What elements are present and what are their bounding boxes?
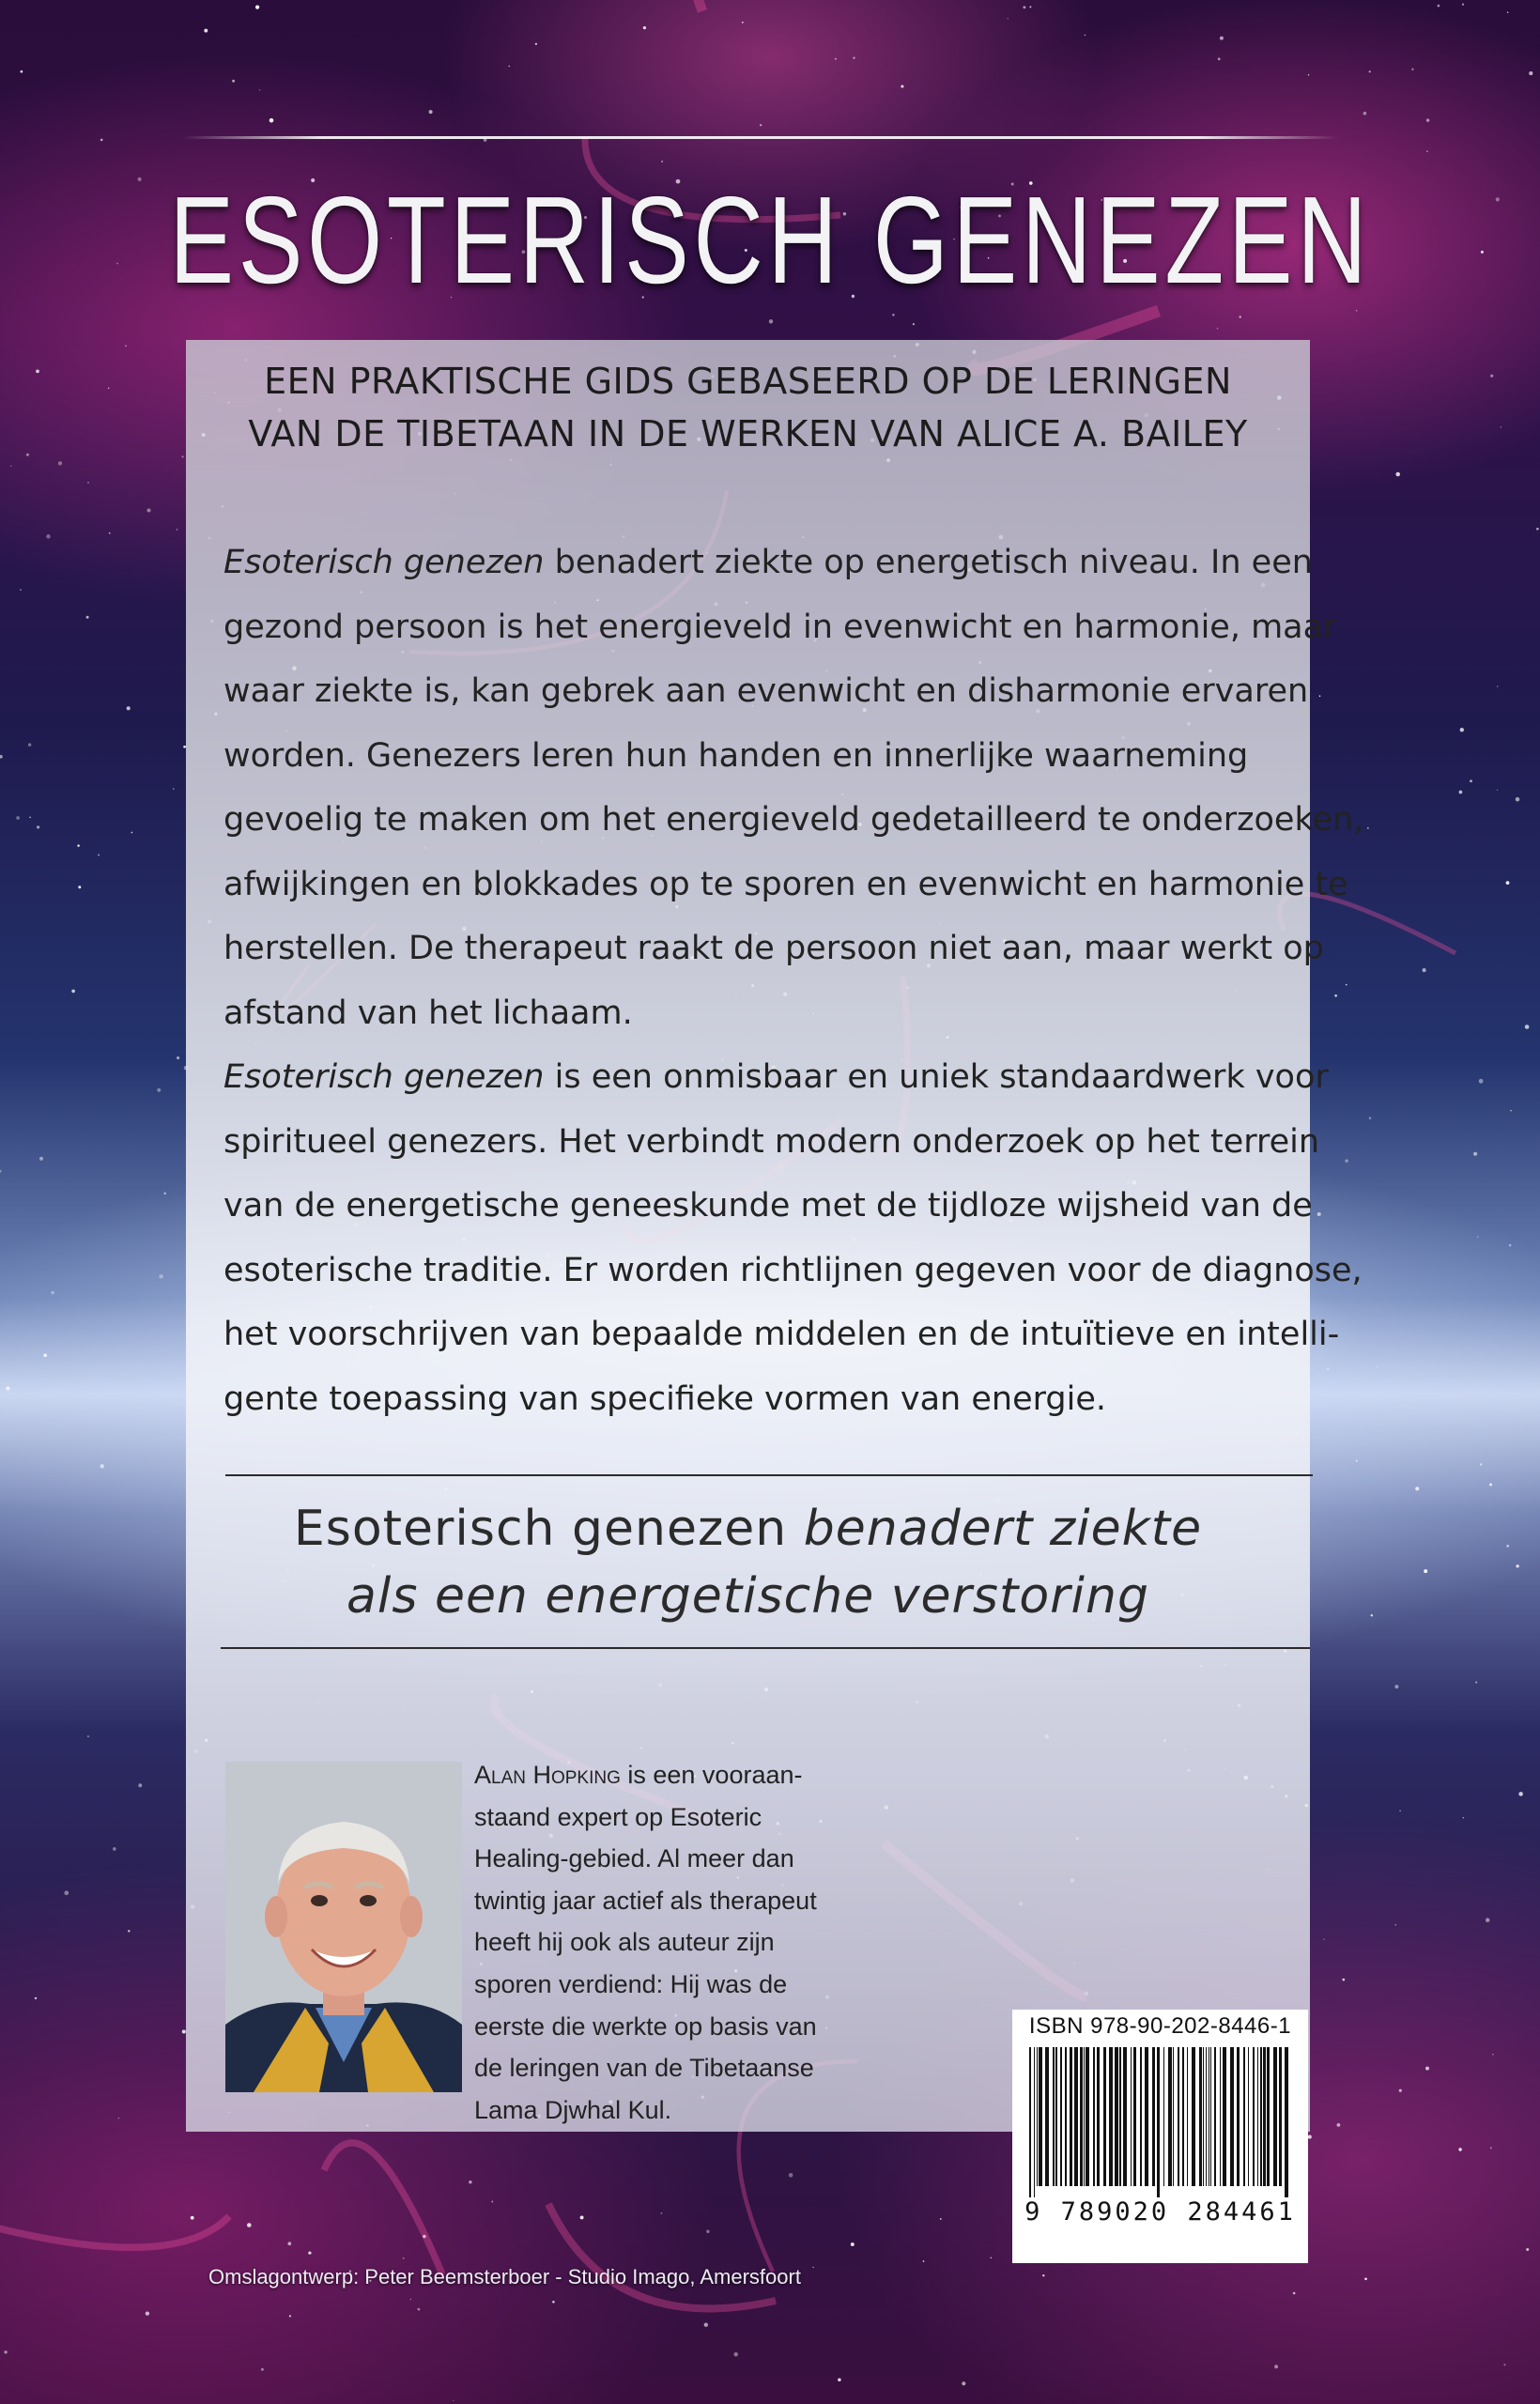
barcode-bar (1103, 2047, 1106, 2186)
star-dot (1516, 1564, 1518, 1567)
star-dot (1323, 1938, 1325, 1940)
barcode-bar (1285, 2047, 1288, 2197)
star-dot (1395, 472, 1400, 477)
star-dot (1364, 2278, 1367, 2281)
star-dot (1426, 118, 1429, 121)
nebula-filament (0, 2211, 229, 2247)
star-dot (1343, 1979, 1346, 1981)
star-dot (1481, 251, 1484, 254)
star-dot (37, 825, 39, 828)
blurb-text-run: is een onmisbaar en uniek standaardwerk voor (544, 1058, 1329, 1096)
star-dot (58, 461, 62, 465)
top-divider-line (183, 136, 1338, 139)
barcode-bar (1119, 2047, 1121, 2186)
nebula-filament (548, 2204, 776, 2308)
blurb-italic-title: Esoterisch genezen (223, 1058, 545, 1096)
blurb-line (223, 531, 1313, 595)
star-dot (1220, 37, 1224, 40)
star-dot (77, 844, 79, 846)
barcode-bar (1093, 2047, 1095, 2186)
star-dot (535, 43, 537, 45)
star-dot (6, 1387, 9, 1391)
nebula-filament (324, 2143, 442, 2274)
star-dot (1042, 2274, 1044, 2276)
star-dot (0, 755, 3, 759)
star-dot (812, 2267, 814, 2269)
star-dot (1509, 1244, 1512, 1247)
barcode-bar (1131, 2047, 1132, 2186)
star-dot (1029, 6, 1031, 8)
blurb-line (223, 595, 1337, 660)
barcode-bar (1243, 2047, 1245, 2186)
star-dot (1503, 2364, 1505, 2365)
star-dot (159, 1274, 163, 1279)
star-dot (1516, 797, 1520, 802)
barcode-bar (1097, 2047, 1100, 2186)
isbn-label: ISBN 978-90-202-8446-1 (1028, 2013, 1292, 2039)
star-dot (100, 139, 103, 142)
star-dot (1346, 984, 1348, 986)
star-dot (1506, 881, 1510, 885)
star-dot (991, 2257, 993, 2258)
star-dot (552, 2301, 555, 2304)
star-dot (508, 66, 509, 67)
barcode-bar (1199, 2047, 1202, 2186)
star-dot (26, 454, 29, 456)
star-dot (789, 2173, 793, 2178)
barcode-bar (1074, 2047, 1078, 2186)
star-dot (36, 370, 39, 374)
star-dot (1369, 70, 1371, 72)
author-photo (225, 1762, 462, 2092)
star-dot (1411, 69, 1413, 70)
star-dot (146, 2311, 149, 2315)
bio-line: is een vooraan- (620, 1761, 803, 1789)
barcode-bar (1230, 2047, 1234, 2186)
star-dot (1518, 1792, 1523, 1796)
star-dot (769, 319, 773, 323)
barcode-bar (1065, 2047, 1067, 2186)
quote-italic: als een energetische verstoring (346, 1568, 1149, 1625)
bio-line: de leringen van de Tibetaanse (474, 2054, 814, 2083)
blurb-line (223, 1367, 1294, 1432)
star-dot (1526, 2248, 1529, 2251)
star-dot (108, 388, 110, 390)
star-dot (118, 2118, 120, 2119)
star-dot (1492, 2054, 1493, 2055)
star-dot (661, 161, 663, 162)
star-dot (1085, 35, 1086, 37)
blurb-text-run: afwijkingen en blokkades op te sporen en evenwicht en harmonie te (223, 865, 1348, 903)
subtitle-line: VAN DE TIBETAAN IN DE WERKEN VAN ALICE A. BAILEY (248, 413, 1248, 455)
star-dot (1308, 2135, 1312, 2139)
barcode-bar (1260, 2047, 1262, 2186)
star-dot (127, 706, 131, 710)
star-dot (46, 534, 50, 538)
blurb-line (223, 1174, 1313, 1239)
barcode-bar (1279, 2047, 1282, 2186)
star-dot (39, 1157, 43, 1161)
star-dot (1317, 1212, 1321, 1216)
star-dot (308, 2251, 311, 2254)
star-dot (453, 2400, 454, 2401)
star-dot (1497, 686, 1499, 687)
star-dot (270, 118, 274, 123)
star-dot (1345, 1160, 1348, 1163)
star-dot (1369, 1117, 1372, 1119)
star-dot (287, 2242, 291, 2245)
barcode-bar (1237, 2047, 1240, 2186)
blurb-text-run: benadert ziekte op energetisch niveau. In een (544, 544, 1313, 581)
star-dot (403, 2258, 405, 2259)
barcode-bar (1084, 2047, 1085, 2186)
star-dot (1529, 71, 1532, 75)
quote-bottom-rule (221, 1647, 1310, 1649)
barcode-bar (1206, 2047, 1207, 2186)
star-dot (580, 2215, 584, 2219)
star-dot (838, 2378, 840, 2381)
star-dot (1426, 151, 1427, 152)
star-dot (86, 616, 89, 619)
blurb-text-run: het voorschrijven van bepaalde middelen en de intuïtieve en intelli- (223, 1316, 1340, 1353)
barcode-bar (1133, 2047, 1136, 2186)
star-dot (4, 2350, 7, 2353)
bio-line: sporen verdiend: Hij was de (474, 1969, 788, 1998)
cover-design-credit: Omslagontwerp: Peter Beemsterboer - Studio Imago, Amersfoort (208, 2265, 801, 2288)
star-dot (146, 508, 150, 512)
subtitle (186, 355, 1310, 460)
star-dot (1506, 1545, 1509, 1548)
barcode-bars (1029, 2047, 1292, 2197)
star-dot (742, 22, 744, 23)
star-dot (113, 1847, 116, 1851)
star-dot (1337, 2123, 1341, 2127)
star-dot (64, 1890, 69, 1895)
star-dot (1274, 2365, 1278, 2368)
star-dot (1479, 1079, 1484, 1084)
star-dot (137, 177, 141, 181)
star-dot (43, 1353, 47, 1357)
star-dot (1507, 11, 1509, 13)
star-dot (1319, 695, 1321, 697)
star-dot (901, 85, 903, 87)
star-dot (1477, 1236, 1478, 1237)
star-dot (1486, 1918, 1490, 1922)
barcode-bar (1070, 2047, 1072, 2186)
bio-line: Healing-gebied. Al meer dan (474, 1844, 794, 1873)
bio-line: Lama Djwhal Kul. (474, 2095, 672, 2124)
blurb-line (223, 853, 1348, 917)
blurb-line (223, 1045, 1329, 1110)
barcode-bar (1192, 2047, 1195, 2186)
star-dot (29, 816, 31, 818)
barcode-bar (1034, 2047, 1035, 2197)
blurb-text-run: esoterische traditie. Er worden richtlijnen gegeven voor de diagnose, (223, 1251, 1363, 1289)
star-dot (173, 788, 175, 790)
star-dot (835, 58, 837, 60)
star-dot (1218, 57, 1221, 60)
blurb-text-run: spiritueel genezers. Het verbindt modern onderzoek op het terrein (223, 1122, 1320, 1161)
barcode-bar (1045, 2047, 1049, 2186)
star-dot (1293, 2292, 1296, 2295)
star-dot (940, 2218, 942, 2220)
star-dot (1489, 1484, 1492, 1487)
pull-quote (186, 1495, 1310, 1630)
barcode-bar (1060, 2047, 1062, 2186)
barcode-bar (1273, 2047, 1277, 2186)
quote-italic: benadert ziekte (803, 1501, 1203, 1557)
blurb-line (223, 724, 1294, 789)
barcode-bar (1182, 2047, 1184, 2186)
star-dot (1217, 328, 1219, 330)
star-dot (289, 2315, 291, 2317)
star-dot (177, 529, 178, 531)
barcode-bar (1168, 2047, 1172, 2186)
star-dot (1470, 779, 1472, 782)
star-dot (418, 2308, 421, 2311)
star-dot (469, 2181, 471, 2183)
star-dot (760, 124, 762, 126)
blurb-text-run: herstellen. De therapeut raakt de persoon niet aan, maar werkt op (223, 930, 1324, 967)
star-dot (87, 1735, 89, 1737)
barcode-bar (1145, 2047, 1148, 2186)
star-dot (429, 110, 433, 114)
star-dot (191, 2216, 194, 2220)
star-dot (1425, 2067, 1429, 2071)
subtitle-line: EEN PRAKTISCHE GIDS GEBASEERD OP DE LERINGEN (264, 361, 1232, 402)
barcode-bar (1109, 2047, 1113, 2186)
bio-line: eerste die werkte op basis van (474, 2011, 817, 2041)
barcode-bar (1157, 2047, 1160, 2197)
quote-plain: Esoterisch genezen (293, 1501, 804, 1557)
star-dot (661, 2212, 663, 2214)
star-dot (1462, 4, 1464, 6)
star-dot (643, 26, 646, 29)
star-dot (100, 1464, 104, 1468)
book-title: ESOTERISCH GENEZEN (169, 171, 1372, 309)
barcode-bar (1203, 2047, 1204, 2186)
bio-line: heeft hij ook als auteur zijn (474, 1928, 775, 1957)
star-dot (410, 2299, 411, 2300)
star-dot (177, 1056, 179, 1059)
star-dot (1525, 1025, 1530, 1029)
barcode-bar (1257, 2047, 1258, 2186)
star-dot (204, 29, 208, 33)
star-dot (1438, 5, 1440, 8)
star-dot (733, 2352, 738, 2357)
barcode-bar (1039, 2047, 1042, 2186)
blurb-text-run: gente toepassing van specifieke vormen van energie. (223, 1379, 1106, 1418)
barcode-bar (1214, 2047, 1216, 2186)
star-dot (491, 2201, 493, 2203)
star-dot (853, 57, 855, 59)
barcode-bar (1055, 2047, 1057, 2186)
isbn-barcode (1012, 2010, 1308, 2263)
star-dot (98, 854, 100, 855)
star-dot (851, 2242, 855, 2246)
star-dot (704, 2323, 708, 2327)
blurb-line (223, 788, 1364, 853)
star-dot (1399, 1810, 1401, 1811)
nebula-filament (670, 0, 705, 11)
star-dot (1367, 827, 1369, 829)
star-dot (1490, 2147, 1492, 2149)
star-dot (1458, 2148, 1461, 2150)
star-dot (1023, 6, 1025, 8)
barcode-bar (1210, 2047, 1211, 2186)
barcode-bar (1053, 2047, 1055, 2186)
bio-line: staand expert op Esoteric (474, 1802, 762, 1831)
star-dot (1424, 1569, 1427, 1573)
star-dot (913, 323, 915, 325)
star-dot (1536, 528, 1539, 531)
star-dot (1395, 1924, 1396, 1925)
star-dot (255, 5, 259, 8)
barcode-digits: 9 789020 284461 (1024, 2197, 1296, 2227)
barcode-bar (1086, 2047, 1089, 2186)
star-dot (261, 2368, 264, 2371)
barcode-bar (1248, 2047, 1249, 2186)
blurb-line (223, 981, 1294, 1046)
blurb-text-run: waar ziekte is, kan gebrek aan evenwicht en disharmonie ervaren (223, 672, 1309, 710)
star-dot (51, 1291, 54, 1294)
star-dot (1497, 790, 1498, 791)
star-dot (35, 1997, 37, 1999)
blurb-line (223, 1302, 1340, 1367)
barcode-bar (1037, 2047, 1038, 2186)
star-dot (87, 482, 89, 484)
blurb-text-run: afstand van het lichaam. (223, 994, 633, 1032)
star-dot (116, 263, 118, 265)
blurb-text-run: gezond persoon is het energieveld in evenwicht en harmonie, maar (223, 608, 1337, 646)
star-dot (128, 1930, 130, 1932)
author-bio (474, 1754, 887, 2131)
star-dot (247, 2223, 252, 2227)
barcode-bar (1263, 2047, 1266, 2186)
barcode-bar (1080, 2047, 1083, 2186)
blurb-line (223, 917, 1324, 981)
quote-top-rule (225, 1474, 1313, 1476)
barcode-bar (1267, 2047, 1270, 2186)
star-dot (109, 532, 111, 534)
blurb-line (223, 1239, 1363, 1303)
star-dot (1490, 375, 1493, 378)
star-dot (1377, 1365, 1378, 1367)
barcode-bar (1187, 2047, 1188, 2186)
star-dot (163, 1192, 166, 1194)
star-dot (125, 345, 127, 347)
star-dot (923, 2260, 925, 2262)
star-dot (181, 455, 183, 457)
barcode-bar (1173, 2047, 1174, 2186)
star-dot (962, 2381, 965, 2385)
barcode-bar (1223, 2047, 1226, 2186)
star-dot (1394, 1685, 1398, 1688)
star-dot (1415, 1487, 1419, 1490)
star-dot (1327, 1368, 1329, 1370)
blurb-text-run: gevoelig te maken om het energieveld gedetailleerd te onderzoeken, (223, 801, 1364, 839)
star-dot (892, 314, 895, 316)
barcode-bar (1140, 2047, 1142, 2186)
star-dot (1473, 1152, 1477, 1156)
star-dot (259, 89, 261, 91)
star-dot (1460, 728, 1464, 732)
star-dot (1239, 316, 1240, 317)
star-dot (71, 990, 75, 994)
star-dot (1334, 994, 1337, 997)
star-dot (16, 816, 20, 820)
blurb-line (223, 1110, 1320, 1175)
star-dot (28, 743, 31, 746)
star-dot (0, 1170, 2, 1173)
blurb-text-run: van de energetische geneeskunde met de tijdloze wijsheid van de (223, 1187, 1313, 1225)
star-dot (20, 589, 22, 591)
blurb-text-run: worden. Genezers leren hun handen en innerlijke waarneming (223, 736, 1249, 775)
barcode-bar (1152, 2047, 1155, 2186)
blurb-italic-title: Esoterisch genezen (223, 544, 545, 581)
star-dot (1008, 18, 1009, 19)
star-dot (1501, 426, 1502, 428)
star-dot (706, 2230, 710, 2234)
star-dot (78, 886, 81, 888)
barcode-bar (1029, 2047, 1031, 2197)
bio-line: twintig jaar actief als therapeut (474, 1886, 817, 1915)
blurb-text (223, 531, 1364, 1431)
star-dot (232, 80, 235, 83)
barcode-bar (1163, 2047, 1164, 2186)
star-dot (1496, 197, 1500, 201)
star-dot (10, 466, 11, 467)
barcode-bar (1115, 2047, 1118, 2186)
star-dot (1308, 74, 1309, 75)
star-dot (1363, 112, 1367, 116)
star-dot (1356, 1460, 1358, 1462)
author-name: Alan Hopking (474, 1761, 621, 1789)
star-dot (1399, 2089, 1402, 2092)
barcode-bar (1123, 2047, 1127, 2186)
star-dot (131, 832, 133, 834)
barcode-bar (1253, 2047, 1255, 2186)
barcode-bar (1178, 2047, 1179, 2186)
star-dot (1423, 968, 1426, 972)
star-dot (157, 1088, 161, 1092)
blurb-line (223, 659, 1309, 724)
star-dot (1463, 1817, 1465, 1819)
barcode-bar (1220, 2047, 1221, 2186)
star-dot (1480, 1463, 1482, 1465)
star-dot (1510, 1110, 1511, 1111)
star-dot (1475, 1682, 1477, 1684)
star-dot (21, 70, 23, 73)
star-dot (1371, 1614, 1373, 1616)
star-dot (1459, 791, 1463, 794)
star-dot (138, 1783, 142, 1787)
